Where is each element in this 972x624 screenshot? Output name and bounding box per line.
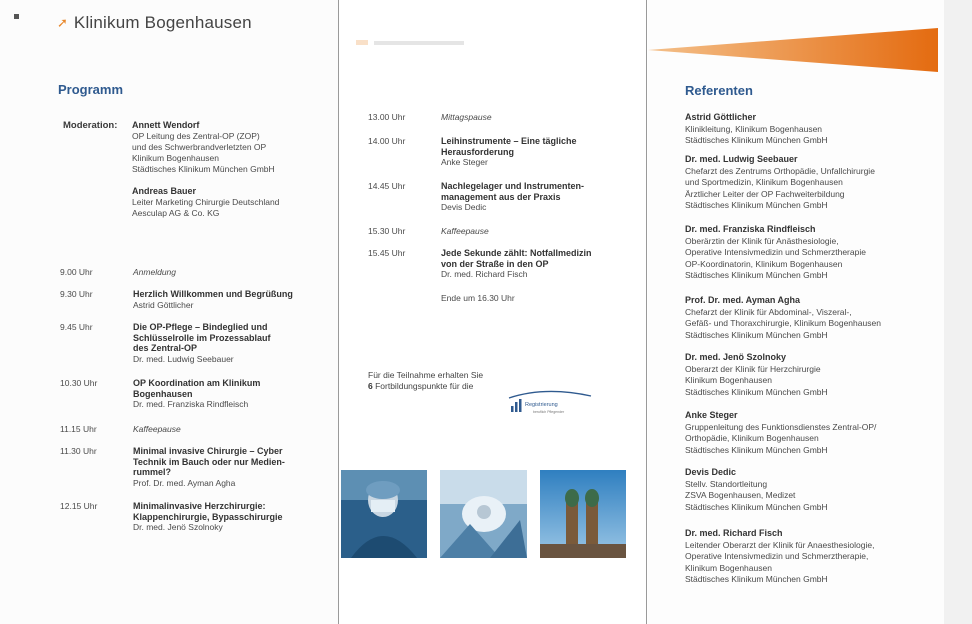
item-time: 15.45 Uhr [368,248,406,258]
program-item [60,424,320,436]
speaker-line: OP-Koordinatorin, Klinikum Bogenhausen [685,258,843,269]
program-item [368,181,628,217]
fold-line-2 [646,0,647,624]
moderator-line: und des Schwerbrandverletzten OP [132,142,267,152]
speakers-title: Referenten [685,83,753,98]
speaker-line: Städtisches Klinikum München GmbH [685,501,828,512]
cme-note [368,370,483,392]
program-item [60,289,320,313]
moderator-line: Leiter Marketing Chirurgie Deutschland [132,197,280,207]
item-title: Mittagspause [441,112,492,122]
item-time: 9.00 Uhr [60,267,93,277]
item-speaker: Dr. med. Jenö Szolnoky [133,522,223,532]
item-title: Herzlich Willkommen und Begrüßung [133,289,293,299]
reg-logo-text: Registrierung [525,402,558,408]
speaker-line: Städtisches Klinikum München GmbH [685,444,828,455]
item-time: 14.45 Uhr [368,181,406,191]
speaker-entry [685,112,920,147]
cme-points: 6 [368,381,373,391]
moderator-1 [132,120,275,175]
speaker-line: Gefäß- und Thoraxchirurgie, Klinikum Bogenhausen [685,318,881,328]
speaker-entry [685,352,920,398]
speaker-name: Dr. med. Jenö Szolnoky [685,352,787,362]
speaker-line: Oberärztin der Klinik für Anästhesiologie, [685,235,839,246]
speaker-entry [685,154,920,212]
speaker-name: Devis Dedic [685,467,737,477]
speaker-line: Klinikum Bogenhausen [685,375,772,385]
item-speaker: Dr. med. Richard Fisch [441,269,528,279]
speaker-name: Dr. med. Ludwig Seebauer [685,154,798,164]
page-edge [944,0,972,624]
surgeon-icon [341,470,427,558]
margin-mark [14,14,19,19]
item-title: Nachlegelager und Instrumenten- management aus der Praxis [441,181,585,202]
program-title: Programm [58,82,124,97]
item-time: 10.30 Uhr [60,378,98,388]
speaker-entry [685,410,920,456]
item-title: Leihinstrumente – Eine tägliche Herausforderung [441,136,577,157]
speaker-line: Städtisches Klinikum München GmbH [685,200,828,210]
speaker-line: Leitender Oberarzt der Klinik für Anaesthesiologie, [685,539,875,550]
hospital-logo [57,13,252,33]
speaker-line: Ärztlicher Leiter der OP Fachweiterbildung [685,188,845,199]
item-time: 11.15 Uhr [60,424,97,434]
item-speaker: Anke Steger [441,157,488,167]
speaker-entry [685,528,920,586]
moderation-label: Moderation: [63,120,118,131]
cme-line-1: Für die Teilnahme erhalten Sie [368,370,484,380]
moderator-line: Städtisches Klinikum München GmbH [132,164,275,174]
speaker-name: Prof. Dr. med. Ayman Agha [685,295,801,305]
speaker-line: Chefarzt des Zentrums Orthopädie, Unfallchirurgie [685,165,875,176]
item-title: Minimal invasive Chirurgie – Cyber Technik im Bauch oder nur Medien- rummel? [133,446,285,477]
item-title: Jede Sekunde zählt: Notfallmedizin von der Straße in den OP [441,248,592,269]
item-speaker: Dr. med. Franziska Rindfleisch [133,399,249,409]
fold-line-1 [338,0,339,624]
program-item [60,378,320,414]
program-item [368,248,628,284]
item-time: 12.15 Uhr [60,501,98,511]
moderator-line: OP Leitung des Zentral-OP (ZOP) [132,131,260,141]
speaker-line: und Sportmedizin, Klinikum Bogenhausen [685,177,843,187]
item-speaker: Devis Dedic [441,202,487,212]
operation-icon [440,470,527,558]
item-time: 9.30 Uhr [60,289,93,299]
speaker-line: Stellv. Standortleitung [685,478,768,489]
end-note: Ende um 16.30 Uhr [441,293,515,303]
frauenkirche-icon [540,470,626,558]
speaker-entry [685,224,920,282]
speaker-line: Klinikum Bogenhausen [685,562,772,573]
item-title: Kaffeepause [133,424,181,434]
program-item [60,446,320,492]
item-title: Die OP-Pflege – Bindeglied und Schlüsselrolle im Prozessablauf des Zentral-OP [133,322,271,353]
speaker-name: Anke Steger [685,410,738,420]
speaker-name: Dr. med. Franziska Rindfleisch [685,224,816,234]
speaker-entry [685,467,920,513]
moderator-line: Klinikum Bogenhausen [132,153,219,163]
item-title: Kaffeepause [441,226,489,236]
cme-line-2: Fortbildungspunkte für die [372,381,474,391]
bleed-through-mark [356,38,476,48]
item-speaker: Prof. Dr. med. Ayman Agha [133,477,236,488]
item-time: 15.30 Uhr [368,226,406,236]
item-speaker: Dr. med. Ludwig Seebauer [133,353,234,364]
item-title: Minimalinvasive Herzchirurgie: Klappenchirurgie, Bypasschirurgie [133,501,283,522]
speaker-line: Oberarzt der Klinik für Herzchirurgie [685,363,821,374]
speaker-line: Städtisches Klinikum München GmbH [685,135,828,145]
speaker-line: ZSVA Bogenhausen, Medizet [685,490,796,500]
program-item [368,136,628,172]
speaker-name: Dr. med. Richard Fisch [685,528,783,538]
item-speaker: Astrid Göttlicher [133,299,194,310]
speaker-line: Gruppenleitung des Funktionsdienstes Zentral-OP/ [685,421,877,432]
reg-logo-sub: beruflich Pflegender [533,410,565,414]
speaker-name: Astrid Göttlicher [685,112,757,122]
item-title: OP Koordination am Klinikum Bogenhausen [133,378,261,399]
speaker-line: Operative Intensivmedizin und Schmerztherapie [685,247,866,257]
speaker-line: Städtisches Klinikum München GmbH [685,386,828,397]
moderator-name: Andreas Bauer [132,186,197,196]
speaker-line: Klinikleitung, Klinikum Bogenhausen [685,123,823,134]
speaker-entry [685,295,920,341]
moderator-name: Annett Wendorf [132,120,200,130]
moderator-2 [132,186,279,219]
program-item [60,322,320,368]
item-time: 14.00 Uhr [368,136,406,146]
program-item [60,267,320,279]
speaker-line: Orthopädie, Klinikum Bogenhausen [685,433,819,443]
speaker-line: Städtisches Klinikum München GmbH [685,574,828,584]
speaker-line: Städtisches Klinikum München GmbH [685,270,828,280]
item-time: 9.45 Uhr [60,322,93,332]
program-item [368,112,628,124]
program-item [60,501,320,537]
speaker-line: Operative Intensivmedizin und Schmerztherapie, [685,551,869,561]
speaker-line: Chefarzt der Klinik für Abdominal-, Viszeral-, [685,306,852,317]
moderator-line: Aesculap AG & Co. KG [132,208,220,218]
item-time: 13.00 Uhr [368,112,406,122]
item-time: 11.30 Uhr [60,446,97,456]
arrow-logo-icon: ➚ [57,15,68,30]
item-title: Anmeldung [133,267,177,277]
registrierung-logo-icon [505,388,593,418]
orange-wedge-decoration [648,28,938,72]
logo-text: Klinikum Bogenhausen [73,13,252,32]
program-item [368,226,628,238]
speaker-line: Städtisches Klinikum München GmbH [685,329,828,340]
